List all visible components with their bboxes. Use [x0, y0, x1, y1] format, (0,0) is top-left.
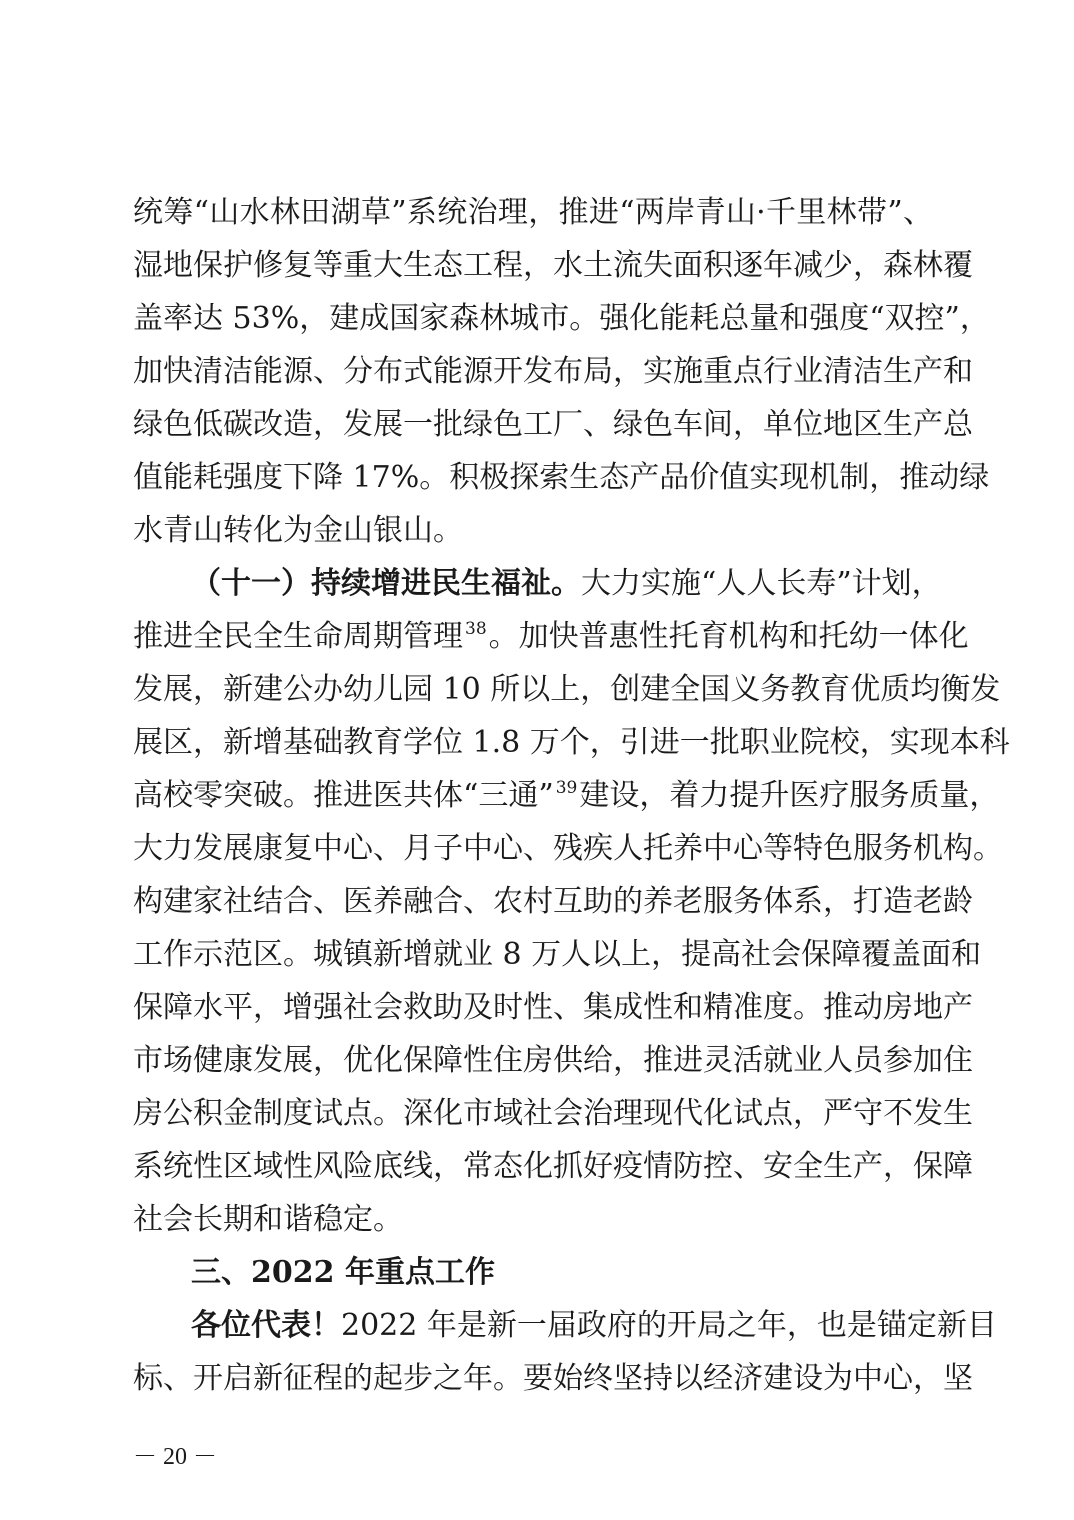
- footnote-ref: 39: [555, 778, 578, 798]
- text-line: 绿色低碳改造，发展一批绿色工厂、绿色车间，单位地区生产总: [133, 407, 973, 442]
- text-line: 标、开启新征程的起步之年。要始终坚持以经济建设为中心，坚: [133, 1361, 973, 1396]
- text-line: 值能耗强度下降 17%。积极探索生态产品价值实现机制，推动绿: [133, 460, 990, 495]
- text-line: [133, 610, 969, 663]
- text-line: 市场健康发展，优化保障性住房供给，推进灵活就业人员参加住: [133, 1043, 973, 1078]
- text-line: 展区，新增基础教育学位 1.8 万个，引进一批职业院校，实现本科: [133, 725, 1010, 760]
- page-number: － 20 －: [133, 1444, 217, 1470]
- text-run: 大力实施“人人长寿”计划，: [581, 566, 942, 601]
- text-run: 建设，着力提升医疗服务质量，: [579, 778, 1000, 813]
- text-line: 房公积金制度试点。深化市域社会治理现代化试点，严守不发生: [133, 1096, 973, 1131]
- text-run: 推进全民全生命周期管理: [133, 619, 463, 654]
- text-line: 盖率达 53%，建成国家森林城市。强化能耗总量和强度“双控”，: [133, 301, 990, 336]
- text-line: 湿地保护修复等重大生态工程，水土流失面积逐年减少，森林覆: [133, 248, 973, 283]
- text-line: 保障水平，增强社会救助及时性、集成性和精准度。推动房地产: [133, 990, 973, 1025]
- text-line: 发展，新建公办幼儿园 10 所以上，创建全国义务教育优质均衡发: [133, 672, 1001, 707]
- text-line: 加快清洁能源、分布式能源开发布局，实施重点行业清洁生产和: [133, 354, 973, 389]
- lead-phrase: 各位代表！: [191, 1308, 341, 1343]
- document-body: [133, 186, 1010, 1405]
- section-heading: 三、2022 年重点工作: [191, 1255, 495, 1290]
- text-line: 工作示范区。城镇新增就业 8 万人以上，提高社会保障覆盖面和: [133, 937, 982, 972]
- text-line: 社会长期和谐稳定。: [133, 1202, 403, 1237]
- text-line: 统筹“山水林田湖草”系统治理，推进“两岸青山·千里林带”、: [133, 195, 933, 230]
- text-line: [133, 769, 1000, 822]
- text-run: 。加快普惠性托育机构和托幼一体化: [488, 619, 969, 654]
- text-line: 大力发展康复中心、月子中心、残疾人托养中心等特色服务机构。: [133, 831, 1003, 866]
- footnote-ref: 38: [465, 619, 487, 639]
- paragraph-heading-line: [133, 557, 942, 610]
- paragraph-heading: （十一）持续增进民生福祉。: [191, 566, 581, 601]
- text-run: 高校零突破。推进医共体“三通”: [133, 778, 554, 813]
- text-line: 水青山转化为金山银山。: [133, 513, 463, 548]
- text-line: 系统性区域性风险底线，常态化抓好疫情防控、安全生产，保障: [133, 1149, 973, 1184]
- text-line: 构建家社结合、医养融合、农村互助的养老服务体系，打造老龄: [133, 884, 973, 919]
- text-run: 2022 年是新一届政府的开局之年，也是锚定新目: [341, 1308, 997, 1343]
- text-line: [133, 1299, 997, 1352]
